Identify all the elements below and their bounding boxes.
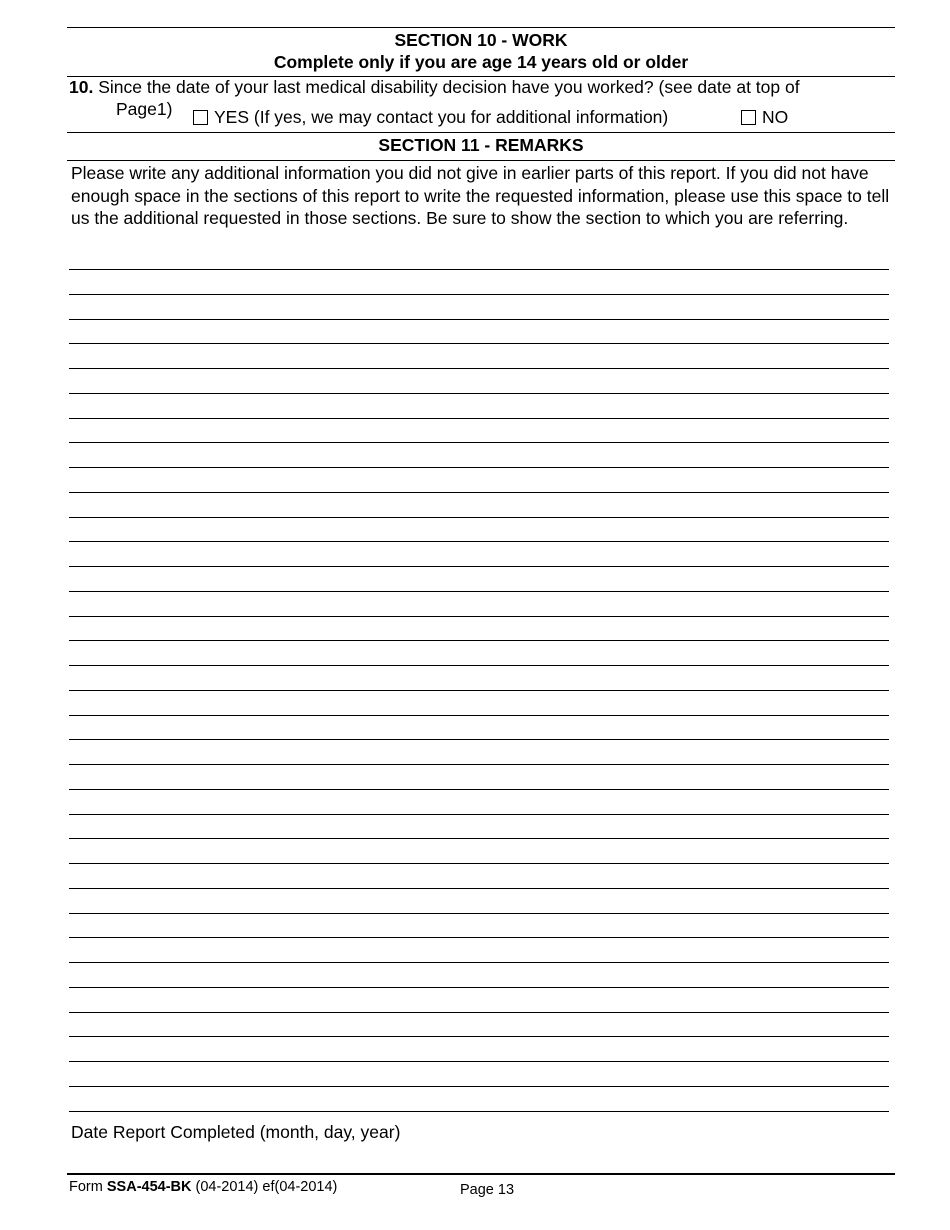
question-10-line1 (69, 76, 800, 98)
section-11-top-rule (67, 132, 895, 133)
form-version: (04-2014) ef(04-2014) (195, 1179, 338, 1195)
remarks-line-input[interactable] (69, 593, 889, 616)
remarks-writing-line (69, 739, 889, 740)
remarks-line-input[interactable] (69, 865, 889, 888)
remarks-line-input[interactable] (69, 494, 889, 517)
remarks-writing-line (69, 467, 889, 468)
remarks-line-input[interactable] (69, 890, 889, 913)
remarks-line-input[interactable] (69, 518, 889, 541)
worked-yes-checkbox[interactable] (193, 110, 208, 125)
remarks-line-input[interactable] (69, 1063, 889, 1086)
remarks-line-input[interactable] (69, 716, 889, 739)
remarks-writing-line (69, 1036, 889, 1037)
remarks-writing-line (69, 343, 889, 344)
remarks-writing-line (69, 294, 889, 295)
form-identifier (69, 1178, 337, 1196)
remarks-writing-line (69, 442, 889, 443)
section-10-title: SECTION 10 - WORK (394, 30, 568, 50)
remarks-writing-line (69, 764, 889, 765)
remarks-writing-line (69, 863, 889, 864)
page-number: Page 13 (460, 1182, 515, 1198)
question-10-line2: Page1) (116, 99, 173, 119)
remarks-line-input[interactable] (69, 1038, 889, 1061)
remarks-line-input[interactable] (69, 395, 889, 418)
remarks-writing-line (69, 640, 889, 641)
remarks-instructions: Please write any additional information you did not give in earlier parts of this report. If you did not have enough space in the sections of this report to write the requested information, please use this space to tell us the additional requested in those sections. Be sure to show the section to which you are referring. (71, 163, 890, 228)
top-rule (67, 27, 895, 28)
remarks-writing-line (69, 838, 889, 839)
remarks-writing-line (69, 665, 889, 666)
remarks-line-input[interactable] (69, 939, 889, 962)
form-prefix: Form (69, 1179, 103, 1195)
remarks-writing-line (69, 937, 889, 938)
date-completed-label: Date Report Completed (month, day, year) (71, 1122, 401, 1142)
remarks-line-input[interactable] (69, 914, 889, 937)
section-11-title: SECTION 11 - REMARKS (378, 135, 584, 155)
remarks-writing-line (69, 962, 889, 963)
footer-rule (67, 1173, 895, 1175)
remarks-line-input[interactable] (69, 246, 889, 269)
remarks-writing-line (69, 690, 889, 691)
remarks-line-input[interactable] (69, 1088, 889, 1111)
remarks-line-input[interactable] (69, 444, 889, 467)
remarks-line-input[interactable] (69, 296, 889, 319)
remarks-line-input[interactable] (69, 989, 889, 1012)
remarks-line-input[interactable] (69, 617, 889, 640)
remarks-writing-line (69, 368, 889, 369)
remarks-writing-line (69, 566, 889, 567)
remarks-writing-line (69, 1086, 889, 1087)
remarks-line-input[interactable] (69, 692, 889, 715)
remarks-line-input[interactable] (69, 1013, 889, 1036)
question-number: 10. (69, 77, 94, 97)
question-text: Since the date of your last medical disability decision have you worked? (see date at top of (98, 77, 800, 97)
section-11-rule (67, 160, 895, 161)
remarks-writing-line (69, 1061, 889, 1062)
remarks-writing-line (69, 492, 889, 493)
remarks-line-input[interactable] (69, 766, 889, 789)
remarks-writing-line (69, 987, 889, 988)
remarks-line-input[interactable] (69, 741, 889, 764)
remarks-line-input[interactable] (69, 370, 889, 393)
remarks-line-input[interactable] (69, 419, 889, 442)
remarks-line-input[interactable] (69, 320, 889, 343)
worked-no-option[interactable] (741, 106, 788, 128)
remarks-line-input[interactable] (69, 840, 889, 863)
remarks-writing-line (69, 1111, 889, 1112)
remarks-line-input[interactable] (69, 568, 889, 591)
remarks-line-input[interactable] (69, 543, 889, 566)
remarks-writing-line (69, 393, 889, 394)
remarks-writing-line (69, 269, 889, 270)
worked-no-checkbox[interactable] (741, 110, 756, 125)
remarks-line-input[interactable] (69, 815, 889, 838)
remarks-writing-line (69, 591, 889, 592)
remarks-line-input[interactable] (69, 271, 889, 294)
remarks-line-input[interactable] (69, 791, 889, 814)
remarks-writing-line (69, 789, 889, 790)
remarks-line-input[interactable] (69, 642, 889, 665)
remarks-line-input[interactable] (69, 345, 889, 368)
remarks-line-input[interactable] (69, 964, 889, 987)
worked-yes-label: YES (If yes, we may contact you for additional information) (214, 107, 669, 127)
form-id: SSA-454-BK (106, 1179, 192, 1195)
remarks-line-input[interactable] (69, 667, 889, 690)
remarks-line-input[interactable] (69, 469, 889, 492)
worked-no-label: NO (762, 107, 789, 127)
remarks-writing-line (69, 541, 889, 542)
worked-yes-option[interactable] (193, 106, 668, 128)
section-10-subtitle: Complete only if you are age 14 years old or older (273, 52, 689, 72)
remarks-writing-line (69, 888, 889, 889)
